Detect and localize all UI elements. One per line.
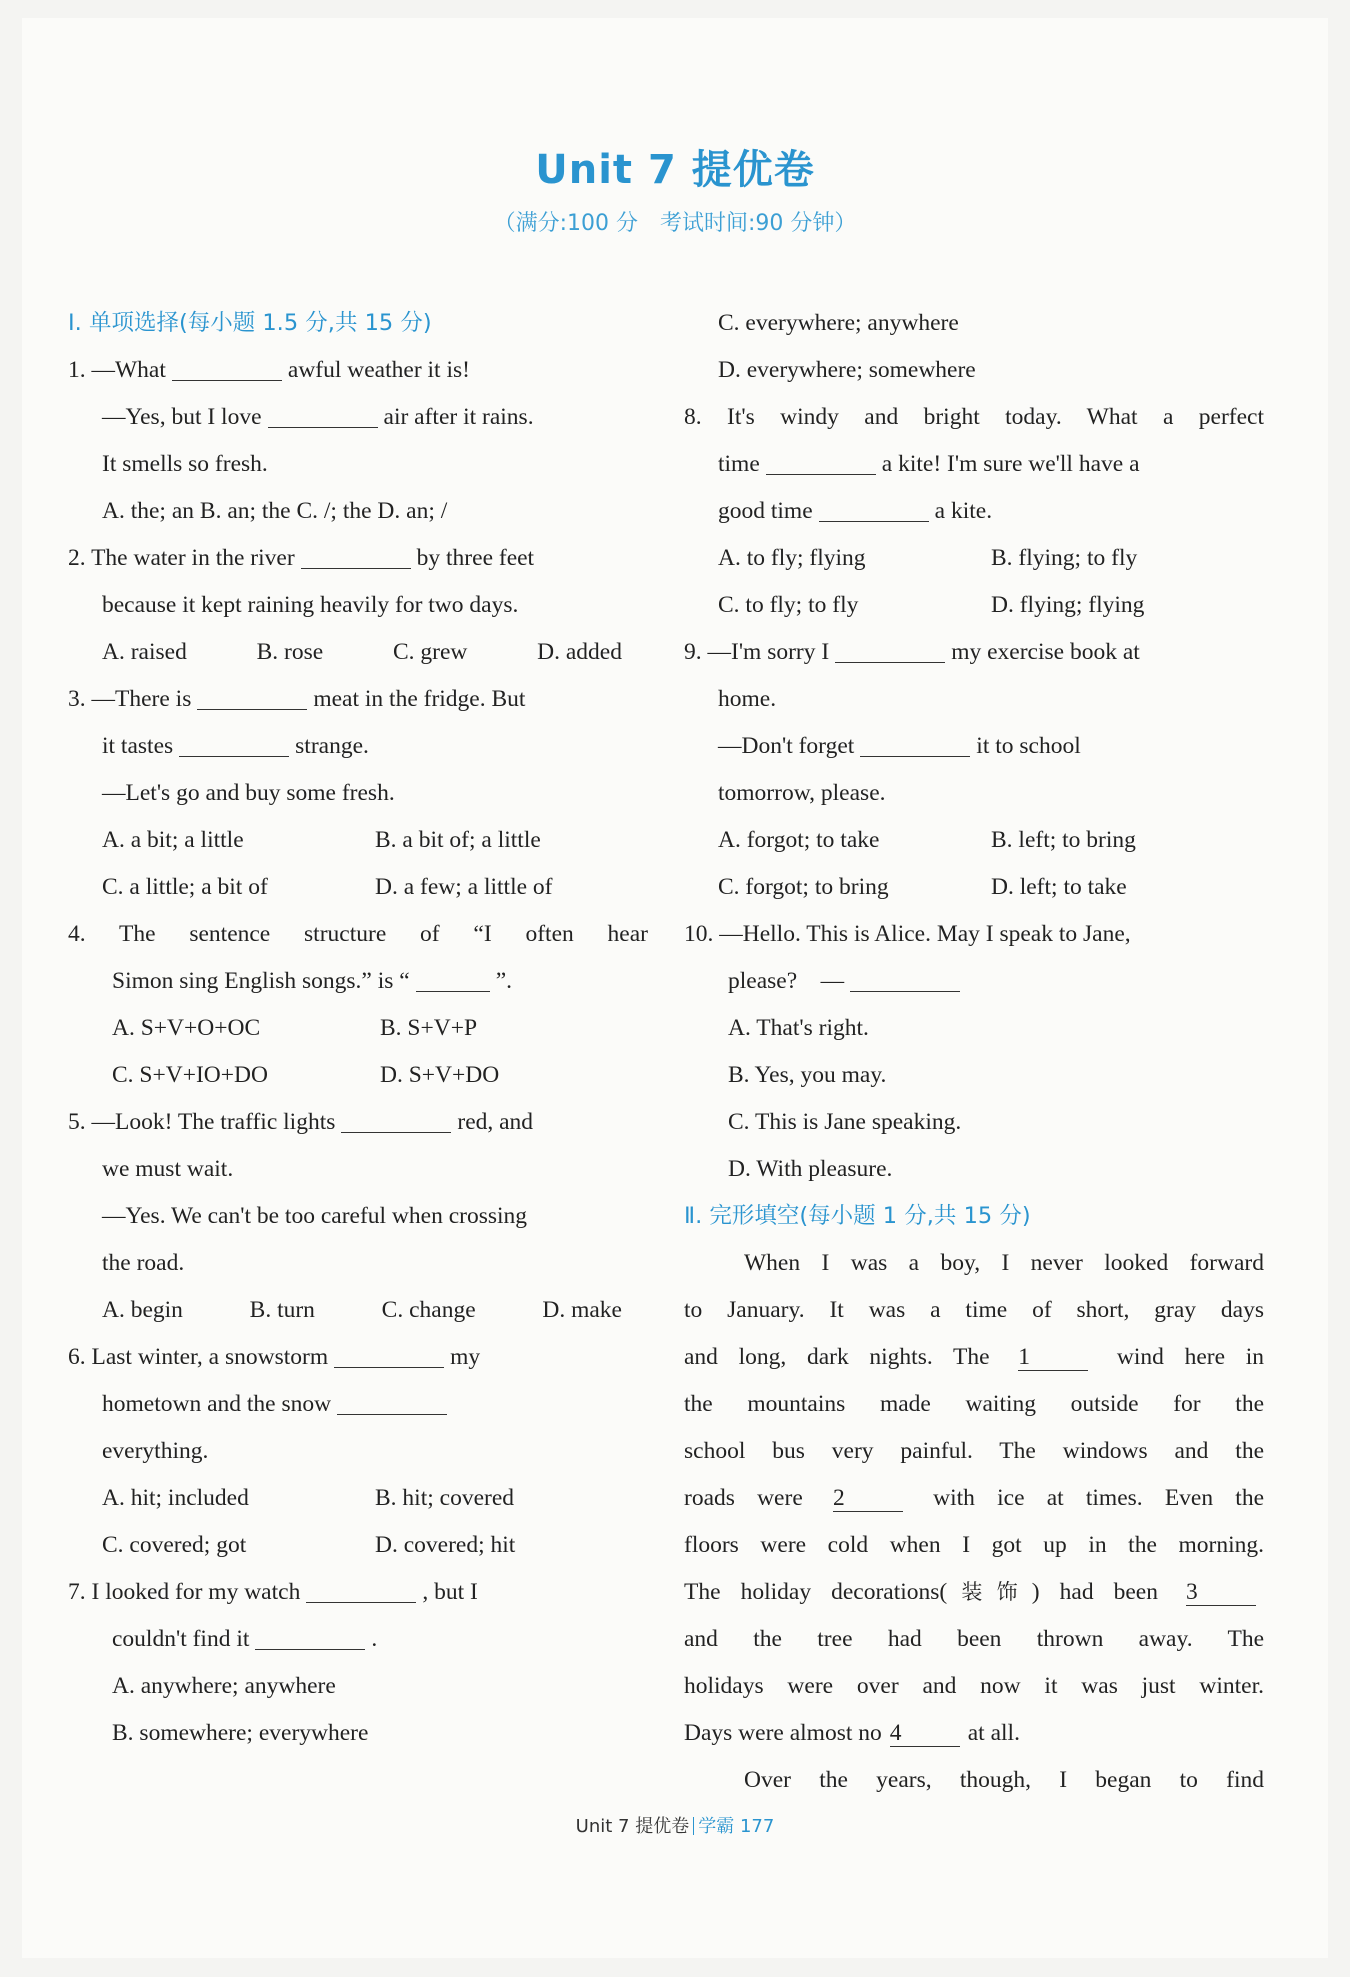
answer-blank[interactable] — [416, 967, 490, 992]
question-8 — [684, 394, 1264, 629]
answer-blank[interactable] — [819, 497, 929, 522]
passage-line: Days were almost no 4 at all. — [684, 1720, 1020, 1746]
q7-text-d: . — [371, 1626, 378, 1652]
answer-blank[interactable] — [337, 1390, 447, 1415]
q8-text-b: time — [718, 451, 760, 477]
option-b[interactable]: B. turn — [249, 1297, 315, 1323]
question-10 — [684, 911, 1264, 1193]
passage-line: roads were 2 with ice at times. Even the — [684, 1485, 1265, 1511]
passage-line: the mountains made waiting outside for the — [684, 1391, 1264, 1417]
option-d[interactable]: D. added — [537, 639, 622, 665]
q3-text-b: meat in the fridge. But — [313, 686, 526, 712]
q1-text-b: awful weather it is! — [287, 357, 470, 383]
q3-text-c: it tastes — [102, 733, 174, 759]
q2-text-c: because it kept raining heavily for two days. — [102, 592, 519, 618]
question-2 — [68, 535, 648, 676]
q1-text-d: air after it rains. — [383, 404, 534, 430]
q1-text-c: —Yes, but I love — [102, 404, 262, 430]
q5-text-b: red, and — [457, 1109, 534, 1135]
q2-text-a: 2. The water in the river — [68, 545, 295, 571]
passage-line: Over the years, though, I began to find — [744, 1767, 1264, 1793]
option-c[interactable]: C. grew — [392, 639, 468, 665]
footer-divider — [693, 1817, 694, 1835]
q6-text-c: hometown and the snow — [102, 1391, 332, 1417]
q4-text-a: 4. The sentence structure of “I often hear — [68, 921, 648, 947]
option-a[interactable]: A. begin — [102, 1297, 183, 1323]
q8-text-c: a kite! I'm sure we'll have a — [881, 451, 1140, 477]
cloze-passage — [684, 1240, 1264, 1804]
passage-line: and long, dark nights. The 1 wind here in — [684, 1344, 1264, 1370]
option-c[interactable]: C. change — [381, 1297, 476, 1323]
option-b[interactable]: B. somewhere; everywhere — [112, 1720, 369, 1746]
answer-blank[interactable] — [268, 403, 378, 428]
footer-brand: 学霸 — [698, 1816, 735, 1837]
page-number: 177 — [739, 1816, 775, 1837]
q8-text-a: 8. It's windy and bright today. What a perfect — [684, 404, 1264, 430]
answer-blank[interactable] — [172, 356, 282, 381]
q7-text-c: couldn't find it — [112, 1626, 250, 1652]
option-d[interactable]: D. flying; flying — [991, 592, 1145, 618]
q9-text-d: —Don't forget — [718, 733, 855, 759]
option-d[interactable]: D. covered; hit — [375, 1532, 516, 1558]
q9-text-f: tomorrow, please. — [718, 780, 886, 806]
passage-line: floors were cold when I got up in the morning. — [684, 1532, 1264, 1558]
cloze-blank-1[interactable]: 1 — [1018, 1344, 1088, 1371]
option-a[interactable]: A. forgot; to take — [718, 827, 880, 853]
passage-line: holidays were over and now it was just winter. — [684, 1673, 1264, 1699]
q10-text-a: 10. —Hello. This is Alice. May I speak to Jane, — [684, 921, 1131, 947]
option-b[interactable]: B. rose — [256, 639, 324, 665]
option-a[interactable]: A. to fly; flying — [718, 545, 866, 571]
exam-info: （满分:100 分 考试时间:90 分钟） — [493, 211, 857, 236]
q2-text-b: by three feet — [416, 545, 535, 571]
q3-text-e: —Let's go and buy some fresh. — [102, 780, 395, 806]
cloze-blank-3[interactable]: 3 — [1186, 1579, 1256, 1606]
option-c[interactable]: C. covered; got — [102, 1532, 247, 1558]
option-a[interactable]: A. hit; included — [102, 1485, 249, 1511]
right-column — [684, 300, 1264, 1804]
q9-text-e: it to school — [976, 733, 1081, 759]
answer-blank[interactable] — [850, 967, 960, 992]
passage-line: and the tree had been thrown away. The — [684, 1626, 1264, 1652]
option-d[interactable]: D. a few; a little of — [375, 874, 553, 900]
option-d[interactable]: D. make — [542, 1297, 622, 1323]
question-9 — [684, 629, 1264, 911]
option-c[interactable]: C. This is Jane speaking. — [728, 1109, 962, 1135]
passage-line: When I was a boy, I never looked forward — [744, 1250, 1264, 1276]
q5-options — [102, 1287, 622, 1334]
option-b[interactable]: B. hit; covered — [375, 1485, 515, 1511]
passage-line: The holiday decorations(装饰) had been 3 — [684, 1569, 1264, 1616]
option-b[interactable]: B. Yes, you may. — [728, 1062, 887, 1088]
q4-text-b: Simon sing English songs.” is “ — [112, 968, 410, 994]
option-d[interactable]: D. left; to take — [991, 874, 1127, 900]
left-column — [68, 300, 648, 1757]
question-3 — [68, 676, 648, 911]
q6-text-d: everything. — [102, 1438, 209, 1464]
question-1 — [68, 347, 648, 535]
answer-blank[interactable] — [179, 732, 289, 757]
q9-text-c: home. — [718, 686, 777, 712]
q2-options — [102, 629, 622, 676]
option-a[interactable]: A. raised — [102, 639, 187, 665]
question-5 — [68, 1099, 648, 1334]
option-a[interactable]: A. S+V+O+OC — [112, 1015, 261, 1041]
answer-blank[interactable] — [766, 450, 876, 475]
passage-line: to January. It was a time of short, gray days — [684, 1297, 1264, 1323]
section-heading-cloze: Ⅱ. 完形填空(每小题 1 分,共 15 分) — [684, 1203, 1031, 1229]
q5-text-e: the road. — [102, 1250, 185, 1276]
passage-line: school bus very painful. The windows and the — [684, 1438, 1264, 1464]
q7-text-a: 7. I looked for my watch — [68, 1579, 301, 1605]
q5-text-a: 5. —Look! The traffic lights — [68, 1109, 336, 1135]
q1-text-a: 1. —What — [68, 357, 166, 383]
option-d[interactable]: D. S+V+DO — [380, 1062, 500, 1088]
option-c[interactable]: C. everywhere; anywhere — [718, 310, 959, 336]
answer-blank[interactable] — [255, 1625, 365, 1650]
answer-blank[interactable] — [334, 1343, 444, 1368]
answer-blank[interactable] — [197, 685, 307, 710]
q7-text-b: , but I — [422, 1579, 478, 1605]
q6-text-b: my — [450, 1344, 481, 1370]
q8-text-d: good time — [718, 498, 813, 524]
answer-blank[interactable] — [835, 638, 945, 663]
option-c[interactable]: C. S+V+IO+DO — [112, 1062, 268, 1088]
q5-text-d: —Yes. We can't be too careful when crossing — [102, 1203, 528, 1229]
question-4 — [68, 911, 648, 1099]
page-footer — [0, 1812, 1350, 1838]
q4-text-c: ”. — [495, 968, 512, 994]
question-7 — [68, 1569, 648, 1757]
cloze-blank-2[interactable]: 2 — [833, 1485, 903, 1512]
q6-text-a: 6. Last winter, a snowstorm — [68, 1344, 329, 1370]
option-d[interactable]: D. With pleasure. — [728, 1156, 893, 1182]
q3-text-a: 3. —There is — [68, 686, 192, 712]
q10-text-b: please? — — [728, 968, 845, 994]
option-b[interactable]: B. left; to bring — [991, 827, 1136, 853]
q9-text-b: my exercise book at — [951, 639, 1140, 665]
option-b[interactable]: B. flying; to fly — [991, 545, 1138, 571]
option-a[interactable]: A. That's right. — [728, 1015, 869, 1041]
section-heading-multiple-choice: Ⅰ. 单项选择(每小题 1.5 分,共 15 分) — [68, 310, 432, 336]
q3-text-d: strange. — [295, 733, 369, 759]
option-b[interactable]: B. a bit of; a little — [375, 827, 541, 853]
option-b[interactable]: B. S+V+P — [380, 1015, 478, 1041]
option-a[interactable]: A. a bit; a little — [102, 827, 244, 853]
option-a[interactable]: A. anywhere; anywhere — [112, 1673, 336, 1699]
page-title: Unit 7 提优卷 — [535, 147, 815, 193]
answer-blank[interactable] — [860, 732, 970, 757]
option-c[interactable]: C. forgot; to bring — [718, 874, 889, 900]
answer-blank[interactable] — [301, 544, 411, 569]
q8-text-e: a kite. — [934, 498, 993, 524]
answer-blank[interactable] — [341, 1108, 451, 1133]
option-d[interactable]: D. everywhere; somewhere — [718, 357, 976, 383]
q9-text-a: 9. —I'm sorry I — [684, 639, 830, 665]
option-c[interactable]: C. to fly; to fly — [718, 592, 859, 618]
q1-text-e: It smells so fresh. — [102, 451, 268, 477]
option-c[interactable]: C. a little; a bit of — [102, 874, 268, 900]
q5-text-c: we must wait. — [102, 1156, 234, 1182]
q1-options: A. the; an B. an; the C. /; the D. an; / — [102, 498, 448, 524]
answer-blank[interactable] — [306, 1578, 416, 1603]
cloze-blank-4[interactable]: 4 — [890, 1720, 960, 1747]
question-6 — [68, 1334, 648, 1569]
footer-unit: Unit 7 提优卷 — [575, 1816, 690, 1837]
